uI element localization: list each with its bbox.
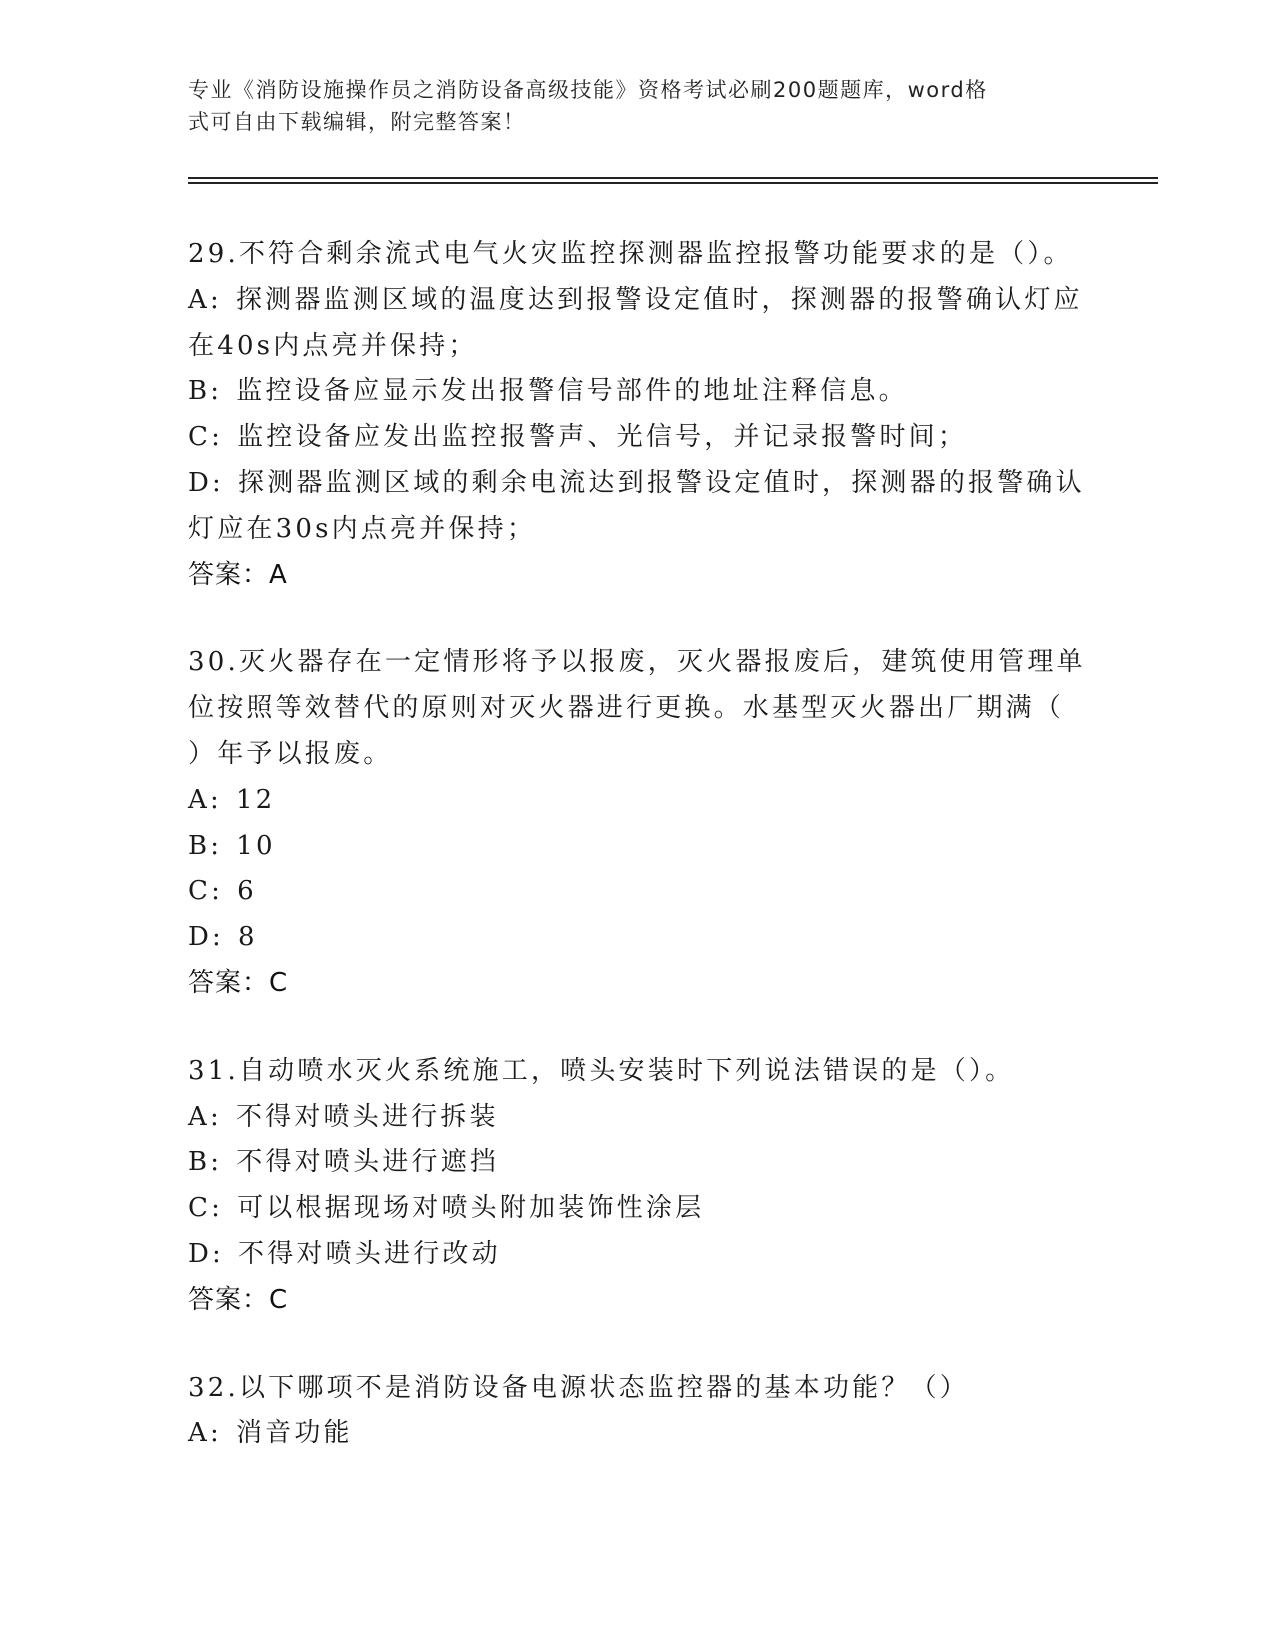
option-text: 12 <box>235 784 276 815</box>
header-line-1: 专业《消防设施操作员之消防设备高级技能》资格考试必刷200题题库，word格 <box>188 78 988 102</box>
option-line <box>188 369 1088 415</box>
option-key: C: <box>188 422 224 453</box>
option-text: 6 <box>237 876 257 907</box>
option-text: 10 <box>236 830 276 861</box>
option-text: 不得对喷头进行改动 <box>238 1238 501 1269</box>
option-key: A: <box>188 284 222 315</box>
option-line <box>188 915 1088 961</box>
option-line <box>188 1411 1088 1457</box>
option-key: B: <box>188 376 223 407</box>
question-text: ）年予以报废。 <box>188 738 393 769</box>
option-line <box>188 869 1088 915</box>
question-text: 31.自动喷水灭火系统施工，喷头安装时下列说法错误的是（）。 <box>188 1055 1015 1086</box>
option-line <box>188 1095 1088 1141</box>
option-key: A: <box>188 1101 222 1132</box>
option-key: A: <box>188 784 222 815</box>
option-key: A: <box>188 1418 222 1449</box>
answer-text: 答案：C <box>188 1284 289 1315</box>
option-line <box>188 324 1088 370</box>
option-text: 8 <box>238 922 258 953</box>
option-text: 监控设备应发出监控报警声、光信号，并记录报警时间； <box>237 422 968 453</box>
option-key: B: <box>188 830 223 861</box>
option-line <box>188 1186 1088 1232</box>
option-text: 不得对喷头进行遮挡 <box>236 1147 500 1178</box>
option-line <box>188 1140 1088 1186</box>
question-block <box>188 1049 1088 1324</box>
option-line <box>188 778 1088 824</box>
option-key: C: <box>188 876 224 907</box>
option-text: 探测器监测区域的温度达到报警设定值时，探测器的报警确认灯应 <box>235 284 1083 315</box>
question-list <box>188 232 1088 1499</box>
option-text: 不得对喷头进行拆装 <box>235 1101 499 1132</box>
option-text: 监控设备应显示发出报警信号部件的地址注释信息。 <box>236 376 908 407</box>
option-key: D: <box>188 922 225 953</box>
option-text: 消音功能 <box>235 1418 353 1449</box>
question-block <box>188 232 1088 598</box>
document-header <box>188 74 1068 138</box>
question-text: 位按照等效替代的原则对灭火器进行更换。水基型灭火器出厂期满（ <box>188 693 1065 724</box>
option-line <box>188 824 1088 870</box>
option-text: 灯应在30s内点亮并保持； <box>188 513 537 544</box>
question-block <box>188 1366 1088 1458</box>
header-divider-top <box>188 177 1158 179</box>
option-key: D: <box>188 1238 225 1269</box>
option-line <box>188 278 1088 324</box>
option-line <box>188 507 1088 553</box>
question-text: 29.不符合剩余流式电气火灾监控探测器监控报警功能要求的是（）。 <box>188 239 1073 269</box>
option-text: 探测器监测区域的剩余电流达到报警设定值时，探测器的报警确认 <box>238 467 1085 498</box>
question-block <box>188 640 1088 1006</box>
question-text: 32.以下哪项不是消防设备电源状态监控器的基本功能？（） <box>188 1372 969 1403</box>
option-text: 可以根据现场对喷头附加装饰性涂层 <box>237 1193 705 1224</box>
option-line <box>188 461 1088 507</box>
option-line <box>188 415 1088 461</box>
option-key: D: <box>188 467 225 498</box>
answer-text: 答案：C <box>188 967 289 998</box>
option-key: C: <box>188 1193 224 1224</box>
option-key: B: <box>188 1147 223 1178</box>
answer-text: 答案：A <box>188 559 288 590</box>
option-text: 在40s内点亮并保持； <box>188 330 478 361</box>
question-text: 30.灭火器存在一定情形将予以报废，灭火器报废后，建筑使用管理单 <box>188 647 1086 678</box>
header-line-2: 式可自由下载编辑，附完整答案！ <box>188 110 526 134</box>
option-line <box>188 1232 1088 1278</box>
header-divider-bottom <box>188 182 1158 184</box>
